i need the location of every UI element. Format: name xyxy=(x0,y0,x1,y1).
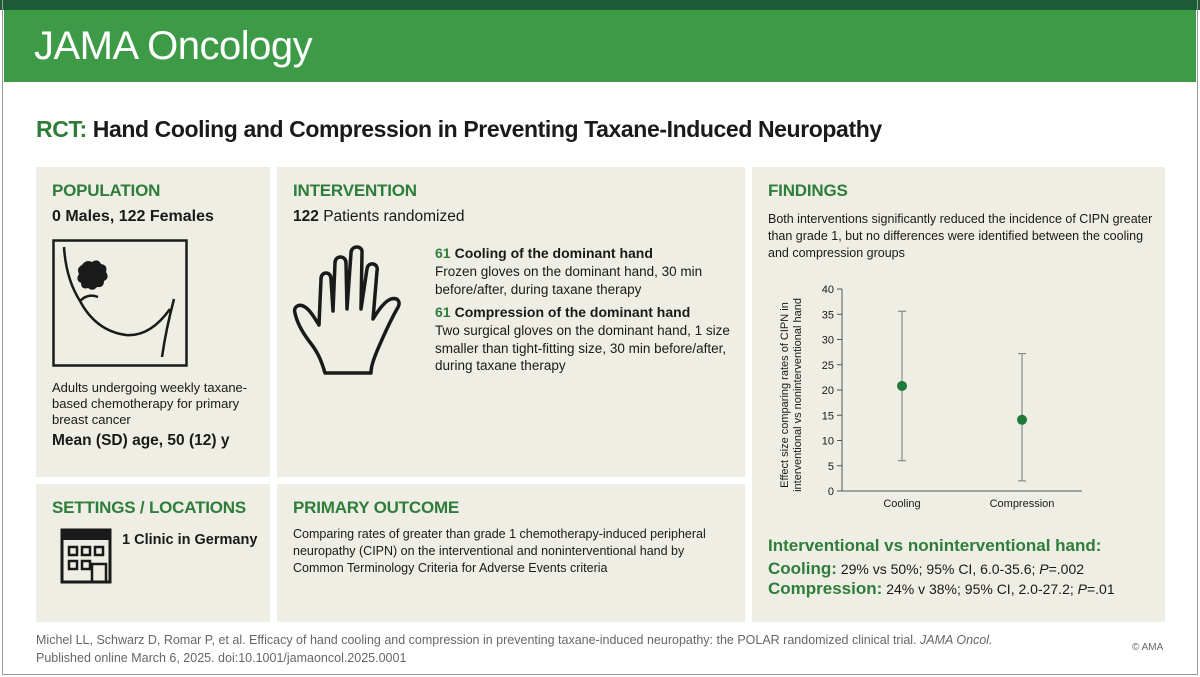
arm-compression xyxy=(435,303,735,375)
summary-compression-stats: 24% v 38%; 95% CI, 2.0-27.2; xyxy=(886,581,1078,597)
summary-compression-p-value: =.01 xyxy=(1086,581,1115,597)
settings-text: 1 Clinic in Germany xyxy=(122,532,258,548)
population-heading: POPULATION xyxy=(52,181,161,200)
chart-y-tick-label: 5 xyxy=(827,460,834,473)
chart-x-tick-label: Cooling xyxy=(883,498,921,510)
population-age: Mean (SD) age, 50 (12) y xyxy=(52,432,230,449)
summary-row-compression xyxy=(768,579,1115,599)
arm-cooling xyxy=(435,244,735,298)
findings-text: Both interventions significantly reduced the incidence of CIPN greater than grade 1, but no differences were identified between the cooling and compression groups xyxy=(768,212,1153,260)
outcome-heading: PRIMARY OUTCOME xyxy=(293,498,460,517)
breast-tumor-icon xyxy=(52,239,188,367)
arm-compression-desc: Two surgical gloves on the dominant hand, 1 size smaller than tight-fitting size, 30 min before/after, during taxane therapy xyxy=(435,323,730,373)
chart-y-tick-label: 10 xyxy=(821,435,834,448)
chart-y-tick-label: 30 xyxy=(821,334,834,347)
copyright: © AMA xyxy=(1132,642,1164,653)
chart-y-tick-label: 25 xyxy=(821,359,834,372)
summary-cooling-p-label: P xyxy=(1039,561,1049,577)
randomized-label: Patients randomized xyxy=(323,208,465,225)
summary-row-cooling xyxy=(768,559,1084,579)
chart-ylabel-line2: interventional vs noninterventional hand xyxy=(792,298,804,492)
chart-y-tick-label: 15 xyxy=(821,410,834,423)
arm-compression-name: Compression of the dominant hand xyxy=(454,304,691,320)
findings-panel xyxy=(752,167,1165,622)
title-text: Hand Cooling and Compression in Preventing Taxane-Induced Neuropathy xyxy=(92,116,882,142)
settings-heading: SETTINGS / LOCATIONS xyxy=(52,498,247,517)
journal-title: JAMA Oncology xyxy=(34,24,313,68)
outcome-panel xyxy=(277,484,745,622)
chart-y-tick-label: 0 xyxy=(827,486,834,498)
population-panel xyxy=(36,167,270,477)
page-title xyxy=(36,116,882,143)
intervention-panel xyxy=(277,167,745,477)
effect-size-chart xyxy=(762,277,1092,512)
citation-journal: JAMA Oncol. xyxy=(920,633,993,647)
outcome-text: Comparing rates of greater than grade 1 chemotherapy-induced peripheral neuropathy (CIPN) on the interventional and noninterventional hand by Common Terminology Criteria for Adverse Events criteria xyxy=(293,527,706,575)
chart-y-tick-label: 20 xyxy=(821,385,834,397)
summary-heading: Interventional vs noninterventional hand: xyxy=(768,536,1102,555)
summary-cooling-label: Cooling: xyxy=(768,559,837,578)
chart-x-tick-label: Compression xyxy=(989,498,1055,510)
arm-cooling-desc: Frozen gloves on the dominant hand, 30 min before/after, during taxane therapy xyxy=(435,264,703,297)
arm-cooling-name: Cooling of the dominant hand xyxy=(454,245,653,261)
point-cooling xyxy=(897,381,907,391)
settings-panel xyxy=(36,484,270,622)
chart-ylabel-line1: Effect size comparing rates of CIPN in xyxy=(779,302,791,488)
hand-icon xyxy=(291,241,409,381)
citation xyxy=(36,631,1036,667)
point-compression xyxy=(1017,415,1027,425)
intervention-heading: INTERVENTION xyxy=(293,181,417,200)
chart-y-tick-label: 40 xyxy=(821,284,834,296)
summary-cooling-stats: 29% vs 50%; 95% CI, 6.0-35.6; xyxy=(840,561,1040,577)
summary-compression-label: Compression: xyxy=(768,579,883,598)
citation-pre: Michel LL, Schwarz D, Romar P, et al. Efficacy of hand cooling and compression in preventing taxane-induced neuropathy: the POLAR randomized clinical trial. xyxy=(36,633,921,647)
randomized-number: 122 xyxy=(293,208,319,225)
randomized-count xyxy=(293,208,465,226)
title-prefix: RCT: xyxy=(36,116,87,142)
findings-heading: FINDINGS xyxy=(768,181,848,200)
summary-cooling-p-value: =.002 xyxy=(1048,561,1085,577)
citation-post: Published online March 6, 2025. doi:10.1001/jamaoncol.2025.0001 xyxy=(36,651,407,665)
chart-y-tick-label: 35 xyxy=(821,309,834,322)
population-counts: 0 Males, 122 Females xyxy=(52,208,214,225)
population-description: Adults undergoing weekly taxane-based chemotherapy for primary breast cancer xyxy=(52,380,248,427)
building-icon xyxy=(60,528,112,584)
arm-compression-n: 61 xyxy=(435,304,451,320)
arm-cooling-n: 61 xyxy=(435,245,451,261)
summary-compression-p-label: P xyxy=(1077,581,1087,597)
